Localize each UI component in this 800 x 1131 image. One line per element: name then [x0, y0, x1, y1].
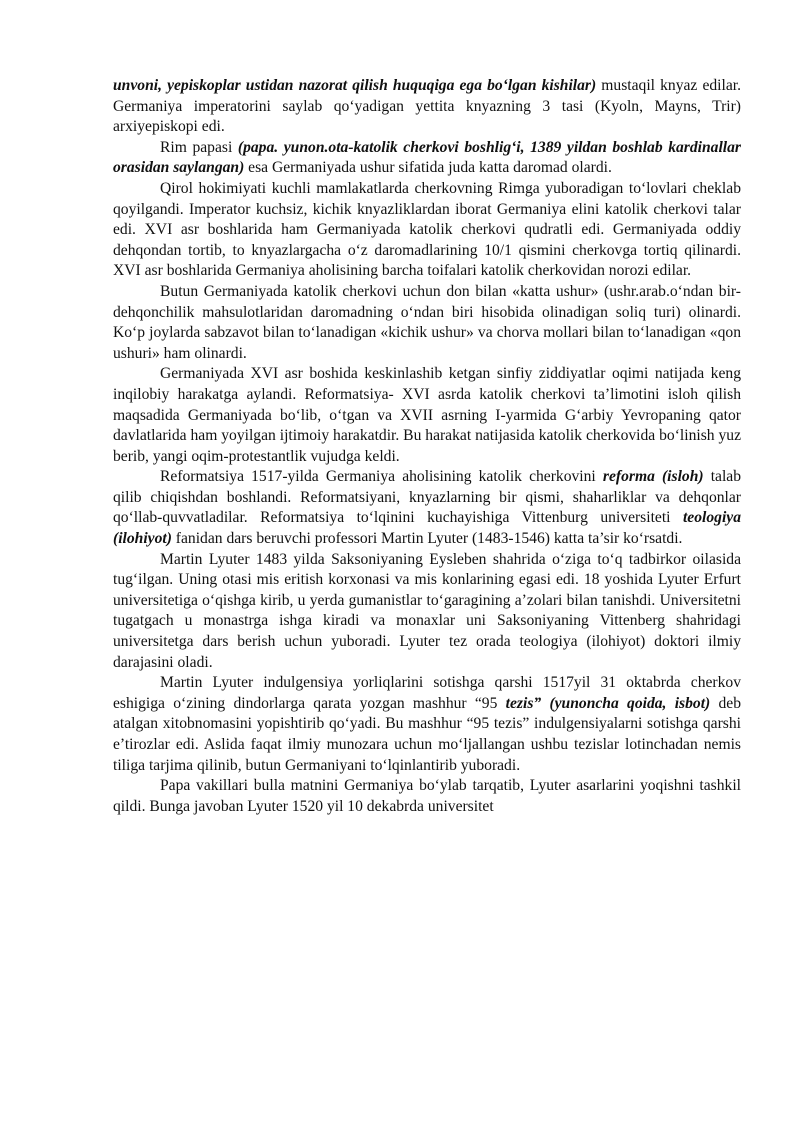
body-text: Butun Germaniyada katolik cherkovi uchun don bilan «katta ushur» (ushr.arab.o‘ndan bir-dehqonchilik mahsulotlaridan daromadning o‘ndan biri hisobida olinadigan soliq turi) olinardi. Ko‘p joylarda sabzavot bilan to‘lanadigan «kichik ushur» va chorva mollari bilan to‘lanadigan «qon ushuri» ham olinardi. [113, 282, 741, 362]
paragraph [113, 282, 741, 364]
body-text: Qirol hokimiyati kuchli mamlakatlarda cherkovning Rimga yuboradigan to‘lovlari cheklab qoyilgandi. Imperator kuchsiz, kichik knyazliklardan iborat Germaniya elini katolik cherkovi talar edi. XVI asr boshlarida ham Germaniyada katolik cherkovi qudratli edi. Germaniyada oddiy dehqondan tortib, to knyazlargacha o‘z daromadlarining 10/1 qismini cherkovga tortiq qilinardi. XVI asr boshlarida Germaniya aholisining barcha toifalari katolik cherkovidan norozi edilar. [113, 179, 741, 280]
emphasis-text: tezis” (yunoncha qoida, isbot) [505, 694, 711, 712]
emphasis-text: unvoni, yepiskoplar ustidan nazorat qilish huquqiga ega bo‘lgan kishilar) [113, 77, 597, 94]
body-text: Martin Lyuter 1483 yilda Saksoniyaning Eysleben shahrida o‘ziga to‘q tadbirkor oilasida tug‘ilgan. Uning otasi mis eritish korxonasi va mis konlarining egasi edi. 18 yoshida Lyuter Erfurt universitetiga o‘qishga kirib, u yerda gumanistlar to‘garagining a’zolari bilan tanishdi. Universitetni tugatgach u monastrga ishga kiradi va monaxlar uni Saksoniyaning Vittenberg shahridagi universitetga dars berish uchun yuboradi. Lyuter tez orada teologiya (ilohiyot) doktori ilmiy darajasini oladi. [113, 550, 741, 671]
body-text: Rim papasi [160, 138, 238, 156]
body-text: mustaqil knyaz edilar. Germaniya imperatorini saylab qo‘yadigan yettita knyazning 3 tasi (Kyoln, Mayns, Trir) arxiyepiskopi edi. [113, 77, 741, 136]
body-text: Germaniyada XVI asr boshida keskinlashib ketgan sinfiy ziddiyatlar oqimi natijada keng inqilobiy harakatga aylandi. Reformatsiya- XVI asrda katolik cherkovi ta’limotini isloh qilish maqsadida Germaniyada bo‘lib, o‘tgan va XVII asrning I-yarmida G‘arbiy Yevropaning qator davlatlarida ham yoyilgan ijtimoiy harakatdir. Bu harakat natijasida katolik cherkovida bo‘linish yuz berib, yangi oqim-protestantlik vujudga keldi. [113, 365, 741, 465]
paragraph [113, 364, 741, 467]
body-text: deb atalgan xitobnomasini yopishtirib qo‘yadi. Bu mashhur “95 tezis” indulgensiyalarni sotishga qarshi e’tirozlar edi. Aslida faqat ilmiy munozara uchun mo‘ljallangan ushbu tezislar lotinchadan nemis tiliga tarjima qilinib, butun Germaniyani to‘lqinlantirib yuboradi. [113, 694, 741, 774]
paragraph [113, 673, 741, 776]
document-page [113, 76, 741, 817]
body-text: Martin Lyuter indulgensiya yorliqlarini sotishga qarshi 1517yil 31 oktabrda cherkov eshigiga o‘zining dindorlarga qarata yozgan mashhur “95 [113, 674, 741, 712]
emphasis-text: reforma (isloh) [602, 468, 704, 486]
emphasis-text: (papa. yunon.ota-katolik cherkovi boshlig‘i, 1389 yildan boshlab kardinallar orasidan saylangan) [113, 138, 742, 177]
paragraph [113, 76, 741, 138]
paragraph [113, 467, 741, 549]
body-text: Reformatsiya 1517-yilda Germaniya aholisining katolik cherkovini [160, 468, 603, 486]
paragraph [113, 138, 741, 179]
emphasis-text: teologiya (ilohiyot) [113, 509, 741, 548]
paragraph [113, 179, 741, 282]
paragraph [113, 550, 741, 674]
body-text: esa Germaniyada ushur sifatida juda katta daromad olardi. [244, 159, 612, 177]
paragraph [113, 776, 741, 817]
body-text: talab qilib chiqishdan boshlandi. Reformatsiyani, knyazlarning bir qismi, shaharliklar va dehqonlar qo‘llab-quvvatladilar. Reformatsiya to‘lqinini kuchayishiga Vittenburg universiteti [113, 468, 742, 527]
body-text: Papa vakillari bulla matnini Germaniya bo‘ylab tarqatib, Lyuter asarlarini yoqishni tashkil qildi. Bunga javoban Lyuter 1520 yil 10 dekabrda universitet [113, 777, 741, 815]
body-text: fanidan dars beruvchi professori Martin Lyuter (1483-1546) katta ta’sir ko‘rsatdi. [171, 530, 683, 548]
